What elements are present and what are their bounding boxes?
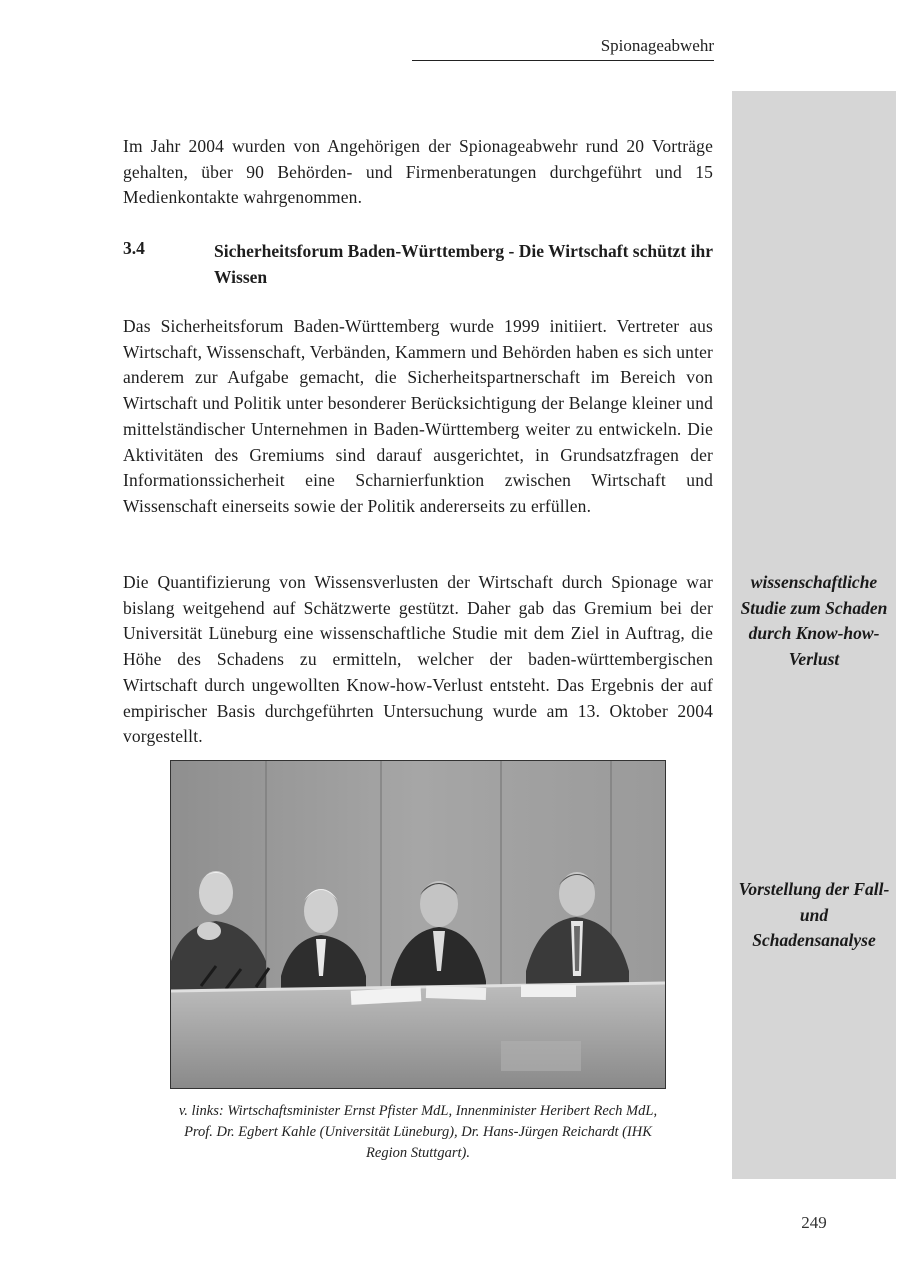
photo-caption: v. links: Wirtschaftsminister Ernst Pfister MdL, Innenminister Heribert Rech MdL, Prof. Dr. Egbert Kahle (Universität Lüneburg), Dr. Hans-Jürgen Reichardt (IHK Region Stuttgart). bbox=[178, 1103, 658, 1161]
section-number: 3.4 bbox=[123, 238, 145, 258]
paragraph-study: Die Quantifizierung von Wissensverlusten der Wirtschaft durch Spionage war bislang weitgehend auf Schätzwerte gestützt. Daher gab das Gremium bei der Universität Lüneburg eine wissenschaftliche Studie mit dem Ziel in Auftrag, die Höhe des Schadens zu ermitteln, welcher der baden-württembergischen Wirtschaft durch ungewollten Know-how-Verlust entsteht. Das Ergebnis der auf empirischer Basis durchgeführten Untersuchung wurde am 13. Oktober 2004 vorgestellt. bbox=[123, 572, 713, 747]
margin-note-presentation: Vorstellung der Fall- und Schadensanalyse bbox=[738, 879, 890, 950]
page-number: 249 bbox=[801, 1213, 827, 1232]
paragraph-intro: Im Jahr 2004 wurden von Angehörigen der Spionageabwehr rund 20 Vorträge gehalten, über 90 Behörden- und Firmenberatungen durchgeführt und 15 Medienkontakte wahrgenommen. bbox=[123, 136, 713, 208]
running-head: Spionageabwehr bbox=[600, 36, 714, 55]
section-title: Sicherheitsforum Baden-Württemberg - Die Wirtschaft schützt ihr Wissen bbox=[214, 241, 713, 287]
paragraph-forum: Das Sicherheitsforum Baden-Württemberg wurde 1999 initiiert. Vertreter aus Wirtschaft, Wissenschaft, Verbänden, Kammern und Behörden haben es sich unter anderem zur Aufgabe gemacht, die Sicherheitspartnerschaft im Bereich von Wirtschaft und Politik unter besonderer Berücksichtigung der Belange kleiner und mittelständischer Unternehmen in Baden-Württemberg weiter zu entwickeln. Die Aktivitäten des Gremiums sind darauf ausgerichtet, in Grundsatzfragen der Informationssicherheit eine Scharnierfunktion zwischen Wirtschaft und Wissenschaft einerseits sowie der Politik andererseits zu erfüllen. bbox=[123, 316, 713, 516]
header-rule bbox=[412, 60, 714, 61]
margin-note-study: wissenschaftliche Studie zum Schaden durch Know-how-Verlust bbox=[740, 572, 888, 669]
press-conference-photo bbox=[170, 760, 666, 1089]
